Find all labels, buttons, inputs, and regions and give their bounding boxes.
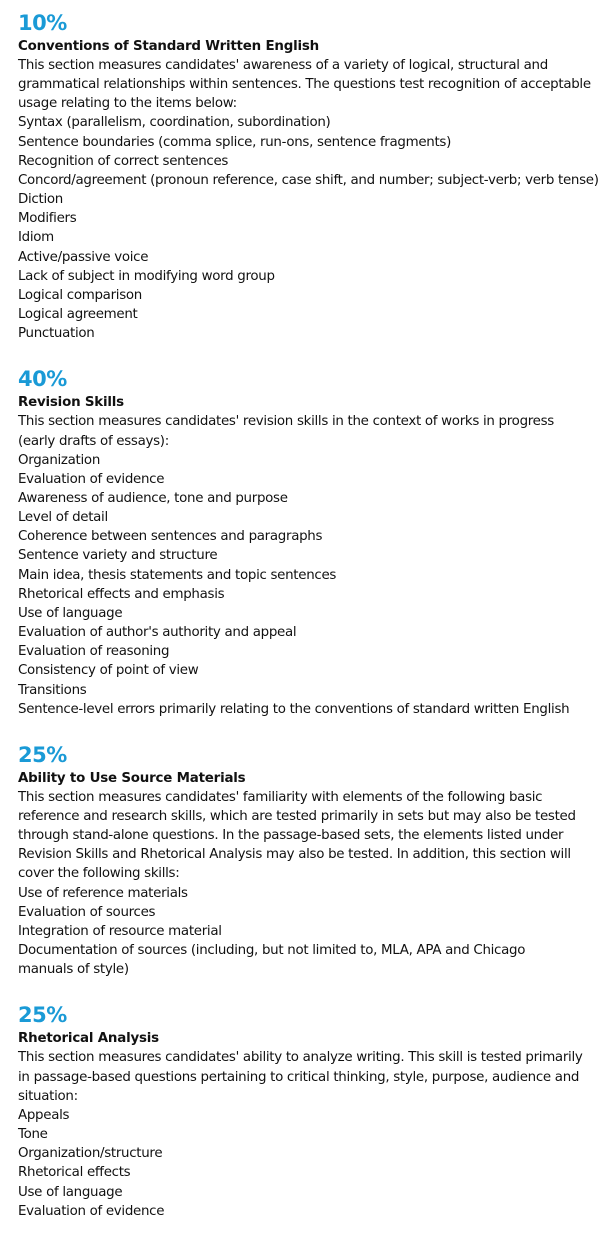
section-percent: 25% (18, 742, 67, 767)
section-title: Revision Skills (18, 395, 124, 411)
list-item: Organization (18, 452, 101, 468)
section-source-materials (18, 742, 598, 980)
list-item: Evaluation of author's authority and appeal (18, 625, 297, 641)
skill-list (18, 1106, 598, 1221)
section-percent: 40% (18, 367, 67, 392)
list-item: Coherence between sentences and paragraphs (18, 529, 323, 545)
list-item: Use of language (18, 605, 123, 621)
list-item: Punctuation (18, 326, 95, 342)
section-description-line: This section measures candidates' ability to analyze writing. This skill is tested primarily (18, 1050, 583, 1066)
list-item: Rhetorical effects (18, 1165, 131, 1181)
section-description-line: This section measures candidates' familiarity with elements of the following basic (18, 789, 543, 805)
list-item: Use of reference materials (18, 885, 188, 901)
section-title: Ability to Use Source Materials (18, 770, 246, 786)
list-item: Awareness of audience, tone and purpose (18, 490, 288, 506)
list-item: Lack of subject in modifying word group (18, 268, 275, 284)
section-description-line: Revision Skills and Rhetorical Analysis may also be tested. In addition, this section will (18, 847, 571, 863)
section-description-line: in passage-based questions pertaining to critical thinking, style, purpose, audience and (18, 1069, 580, 1085)
list-item: Integration of resource material (18, 923, 222, 939)
section-percent: 25% (18, 1003, 67, 1028)
section-description-line: situation: (18, 1088, 78, 1104)
section-title: Rhetorical Analysis (18, 1031, 159, 1047)
list-item: Evaluation of reasoning (18, 644, 170, 660)
section-description-line: through stand-alone questions. In the passage-based sets, the elements listed under (18, 828, 564, 844)
list-item: Appeals (18, 1107, 70, 1123)
content-page (18, 10, 598, 1221)
section-description-line: grammatical relationships within sentences. The questions test recognition of acceptable (18, 77, 591, 93)
list-item: Logical comparison (18, 287, 142, 303)
list-item: Consistency of point of view (18, 663, 199, 679)
section-description-line: This section measures candidates' revision skills in the context of works in progress (18, 414, 554, 430)
list-item: Documentation of sources (including, but not limited to, MLA, APA and Chicago (18, 943, 526, 959)
list-item: Evaluation of evidence (18, 1203, 165, 1219)
list-item: manuals of style) (18, 962, 129, 978)
skill-list (18, 113, 598, 343)
section-description-line: usage relating to the items below: (18, 96, 237, 112)
list-item: Logical agreement (18, 307, 138, 323)
skill-list (18, 884, 598, 980)
section-description-line: reference and research skills, which are tested primarily in sets but may also be tested (18, 809, 576, 824)
list-item: Syntax (parallelism, coordination, subordination) (18, 115, 331, 131)
list-item: Rhetorical effects and emphasis (18, 586, 225, 602)
list-item: Level of detail (18, 510, 108, 526)
list-item: Sentence variety and structure (18, 548, 218, 564)
list-item: Modifiers (18, 211, 77, 227)
list-item: Evaluation of sources (18, 904, 156, 920)
list-item: Tone (18, 1127, 48, 1143)
section-percent: 10% (18, 11, 67, 35)
list-item: Use of language (18, 1184, 123, 1200)
section-title: Conventions of Standard Written English (18, 39, 319, 54)
list-item: Organization/structure (18, 1146, 163, 1162)
section-conventions (18, 10, 598, 343)
skill-list (18, 451, 598, 719)
section-revision-skills (18, 366, 598, 719)
section-description-line: cover the following skills: (18, 866, 180, 882)
section-description-line: (early drafts of essays): (18, 433, 169, 449)
list-item: Main idea, thesis statements and topic sentences (18, 567, 337, 583)
list-item: Sentence-level errors primarily relating to the conventions of standard written English (18, 701, 570, 717)
list-item: Diction (18, 192, 63, 208)
list-item: Active/passive voice (18, 249, 149, 265)
list-item: Transitions (18, 682, 87, 698)
list-item: Sentence boundaries (comma splice, run-ons, sentence fragments) (18, 134, 451, 150)
list-item: Recognition of correct sentences (18, 153, 229, 169)
list-item: Idiom (18, 230, 54, 246)
section-rhetorical-analysis (18, 1002, 598, 1220)
list-item: Evaluation of evidence (18, 471, 165, 487)
section-description-line: This section measures candidates' awareness of a variety of logical, structural and (18, 58, 548, 73)
list-item: Concord/agreement (pronoun reference, case shift, and number; subject-verb; verb tense) (18, 172, 599, 188)
